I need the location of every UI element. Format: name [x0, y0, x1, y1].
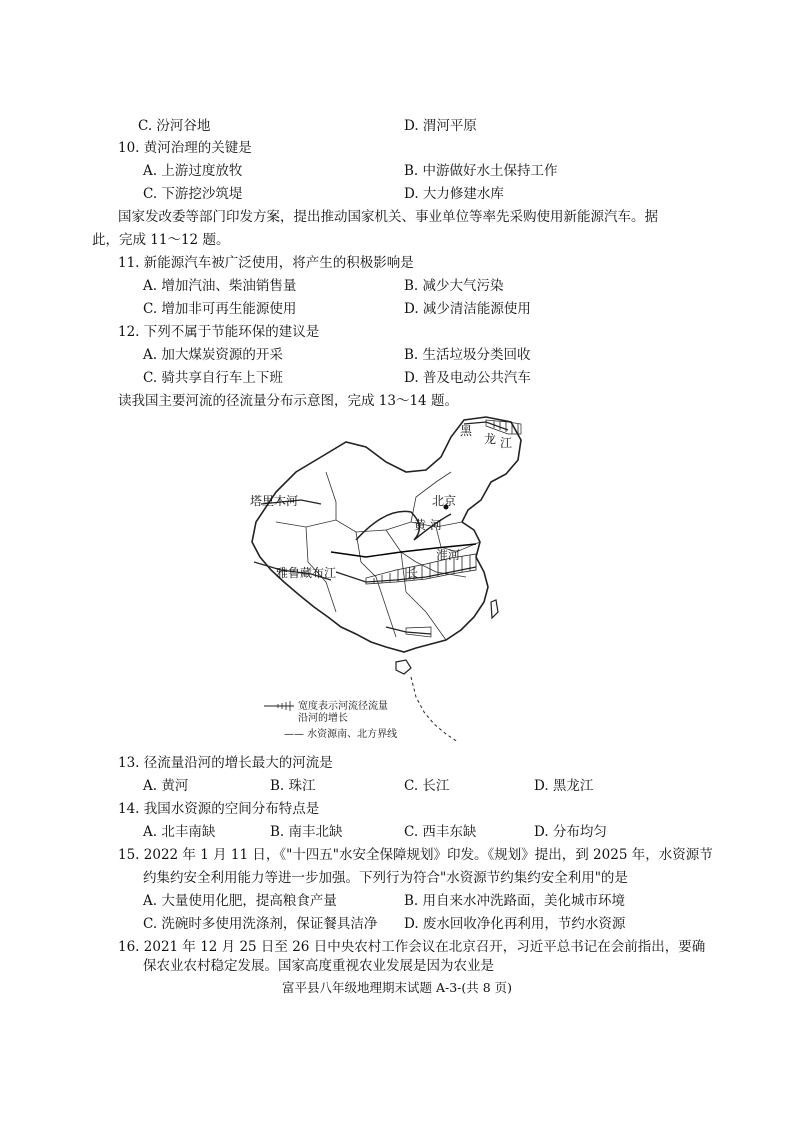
q11-option-a: A. 增加汽油、柴油销售量 — [143, 278, 297, 294]
legend-width-line-2: 沿河的增长 — [298, 713, 348, 724]
q10-option-c: C. 下游挖沙筑堤 — [143, 186, 243, 202]
q11-option-d: D. 减少清洁能源使用 — [404, 301, 531, 317]
q11-stem: 11. 新能源汽车被广泛使用，将产生的积极影响是 — [118, 255, 414, 271]
label-huang: 黄 — [414, 518, 427, 532]
page-footer: 富平县八年级地理期末试题 A-3-(共 8 页) — [281, 980, 513, 995]
hainan-island — [396, 660, 411, 674]
q10-stem: 10. 黄河治理的关键是 — [118, 140, 252, 156]
q11-option-c: C. 增加非可再生能源使用 — [143, 301, 297, 317]
q9-option-d: D. 渭河平原 — [404, 118, 477, 134]
passage-1-line-1: 国家发改委等部门印发方案，提出推动国家机关、事业单位等率先采购使用新能源汽车。据 — [118, 209, 658, 225]
legend-width-line-1: 宽度表示河流径流量 — [298, 701, 388, 712]
q13-option-b: B. 珠江 — [270, 778, 316, 794]
q9-option-c: C. 汾河谷地 — [138, 118, 211, 134]
province-line — [326, 472, 336, 520]
q15-option-c: C. 洗碗时多使用洗涤剂，保证餐具洁净 — [143, 916, 378, 932]
label-tarim-river: 塔里木河 — [250, 494, 299, 508]
passage-2: 读我国主要河流的径流量分布示意图，完成 13～14 题。 — [118, 393, 458, 409]
q10-option-b: B. 中游做好水土保持工作 — [404, 163, 558, 179]
q13-stem: 13. 径流量沿河的增长最大的河流是 — [118, 755, 333, 771]
south-sea-boundary — [411, 677, 458, 742]
label-long: 龙 — [484, 432, 497, 446]
province-line — [356, 532, 396, 637]
q10-option-a: A. 上游过度放牧 — [143, 163, 243, 179]
china-river-runoff-map — [236, 412, 536, 752]
q12-option-a: A. 加大煤炭资源的开采 — [143, 347, 283, 363]
label-huaihe: 淮河 — [436, 548, 461, 562]
q13-option-d: D. 黑龙江 — [534, 778, 594, 794]
q16-line-1: 16. 2021 年 12 月 25 日至 26 日中央农村工作会议在北京召开，习近平总书记在会前指出，要确 — [118, 939, 706, 955]
q15-option-d: D. 废水回收净化再利用，节约水资源 — [404, 916, 626, 932]
q14-stem: 14. 我国水资源的空间分布特点是 — [118, 801, 320, 817]
label-yarlung-tsangpo: 雅鲁藏布江 — [276, 566, 337, 580]
taiwan-island — [491, 600, 498, 618]
legend-boundary: —— 水资源南、北方界线 — [284, 729, 398, 740]
legend-width-symbol — [264, 699, 294, 713]
q13-option-a: A. 黄河 — [143, 778, 189, 794]
q16-line-2: 保农业农村稳定发展。国家高度重视农业发展是因为农业是 — [143, 958, 494, 974]
q15-option-b: B. 用自来水冲洗路面，美化城市环境 — [404, 893, 626, 909]
passage-1-line-2: 此，完成 11～12 题。 — [92, 232, 230, 248]
q15-line-1: 15. 2022 年 1 月 11 日，《"十四五"水安全保障规划》印发。《规划》提出，到 2025 年，水资源节 — [118, 847, 713, 863]
china-outline — [252, 417, 521, 652]
label-he: 河 — [430, 518, 443, 532]
label-chang: 长 — [406, 566, 419, 580]
label-hei: 黑 — [460, 424, 473, 438]
q12-option-b: B. 生活垃圾分类回收 — [404, 347, 531, 363]
q12-stem: 12. 下列不属于节能环保的建议是 — [118, 324, 320, 340]
q14-option-d: D. 分布均匀 — [534, 824, 607, 840]
q15-option-a: A. 大量使用化肥，提高粮食产量 — [143, 893, 337, 909]
q15-line-2: 约集约安全利用能力等进一步加强。下列行为符合"水资源节约集约安全利用"的是 — [143, 870, 628, 886]
q14-option-b: B. 南丰北缺 — [270, 824, 343, 840]
q12-option-d: D. 普及电动公共汽车 — [404, 370, 531, 386]
q13-option-c: C. 长江 — [404, 778, 450, 794]
label-jiang: 江 — [500, 436, 513, 450]
q12-option-c: C. 骑共享自行车上下班 — [143, 370, 283, 386]
q14-option-c: C. 西丰东缺 — [404, 824, 477, 840]
label-beijing: 北京 — [432, 494, 457, 508]
q10-option-d: D. 大力修建水库 — [404, 186, 504, 202]
q14-option-a: A. 北丰南缺 — [143, 824, 216, 840]
q11-option-b: B. 减少大气污染 — [404, 278, 504, 294]
